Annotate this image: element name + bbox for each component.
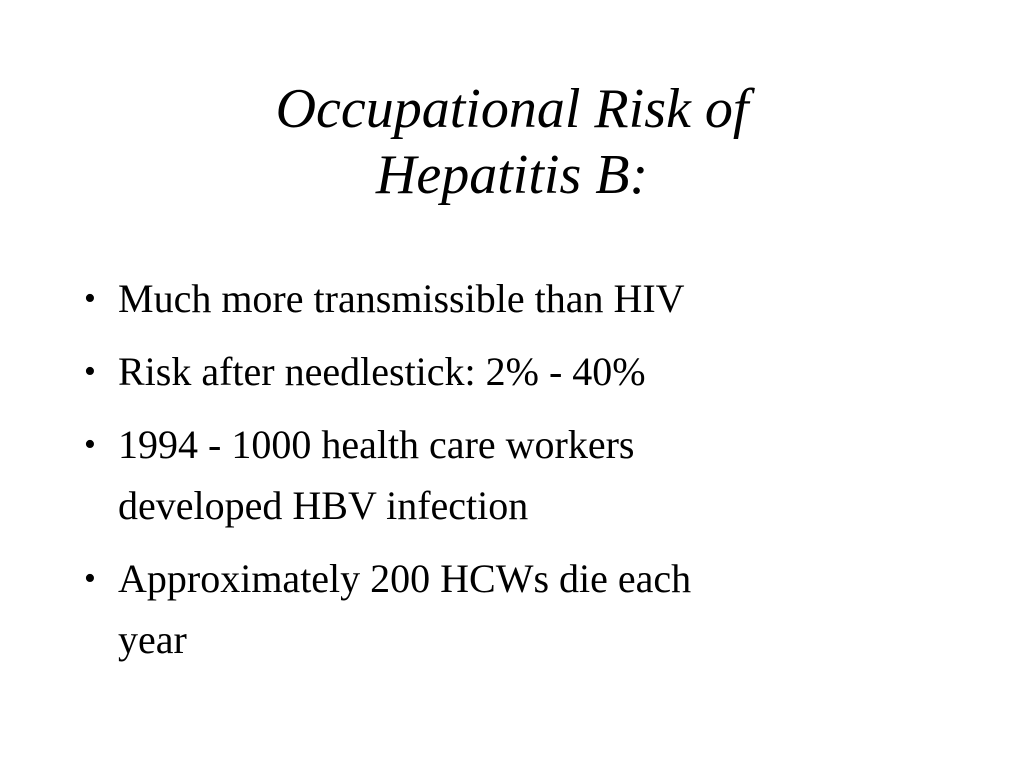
slide-title-line-1: Occupational Risk of bbox=[275, 78, 749, 140]
bullet-text-2 bbox=[118, 341, 944, 402]
bullet-text-1 bbox=[118, 268, 944, 329]
bullet-dot-icon: • bbox=[84, 280, 96, 317]
bullet-dot-icon: • bbox=[84, 353, 96, 390]
bullet-dot-icon: • bbox=[84, 560, 96, 597]
bullet-dot-icon: • bbox=[84, 426, 96, 463]
bullet-3-line-2: developed HBV infection bbox=[118, 483, 529, 528]
bullet-list bbox=[84, 268, 944, 682]
bullet-4-line-2: year bbox=[118, 617, 187, 662]
slide-title bbox=[112, 76, 912, 208]
bullet-1-line-1: Much more transmissible than HIV bbox=[118, 276, 685, 321]
bullet-item-3 bbox=[84, 414, 944, 536]
bullet-4-line-1: Approximately 200 HCWs die each bbox=[118, 556, 692, 601]
bullet-item-2 bbox=[84, 341, 944, 402]
slide-title-line-2: Hepatitis B: bbox=[375, 144, 649, 206]
bullet-text-4 bbox=[118, 548, 944, 670]
bullet-item-4 bbox=[84, 548, 944, 670]
bullet-text-3 bbox=[118, 414, 944, 536]
bullet-2-line-1: Risk after needlestick: 2% - 40% bbox=[118, 349, 646, 394]
bullet-item-1 bbox=[84, 268, 944, 329]
bullet-3-line-1: 1994 - 1000 health care workers bbox=[118, 422, 635, 467]
